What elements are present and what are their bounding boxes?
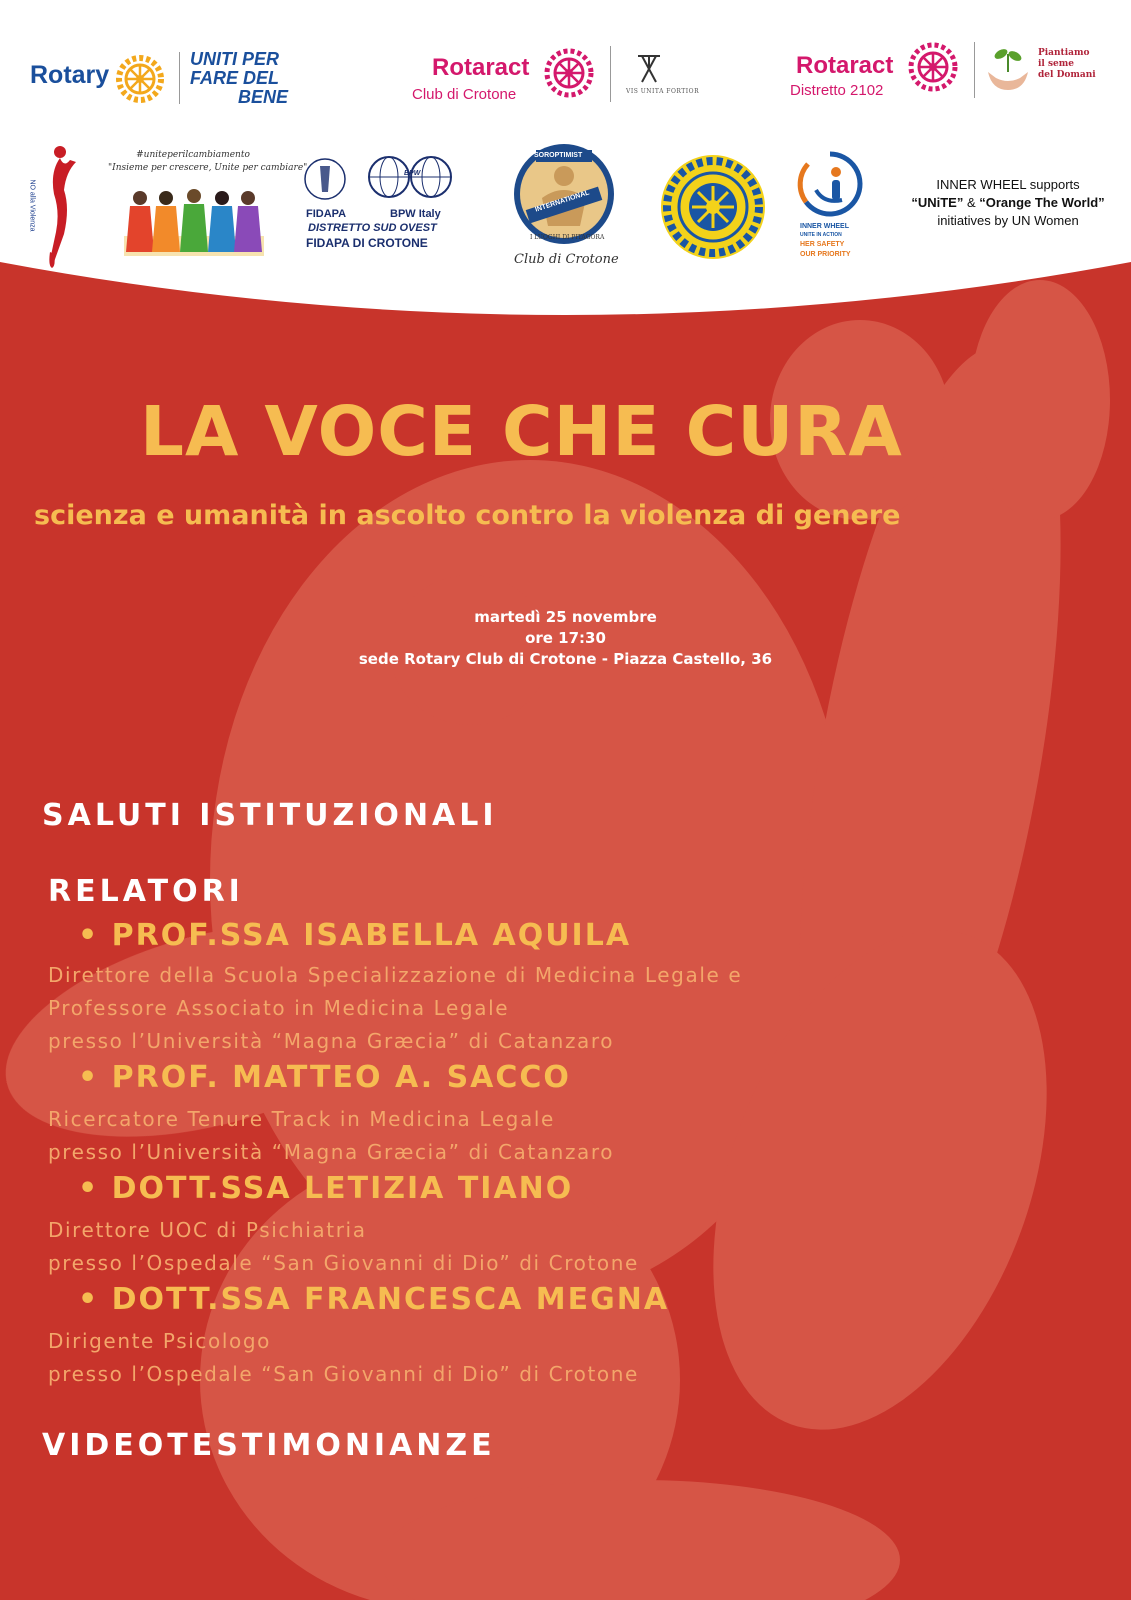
soroptimist-band-text: INTERNATIONAL xyxy=(534,189,591,214)
iw-support-line-3: initiatives by UN Women xyxy=(937,213,1079,228)
speaker-name xyxy=(78,1282,669,1317)
speaker-name-text: PROF. MATTEO A. SACCO xyxy=(111,1060,571,1095)
soroptimist-top-text: SOROPTIMIST xyxy=(534,152,583,159)
rotary-logo xyxy=(30,50,330,110)
rotaract-wordmark: Rotaract xyxy=(796,52,894,79)
speaker-name xyxy=(78,1060,571,1095)
rotary-wordmark: Rotary xyxy=(30,61,110,89)
inner-wheel-support-text xyxy=(892,176,1124,230)
bpw-globe-icon xyxy=(366,154,454,200)
bullet: • xyxy=(78,1060,100,1095)
event-title: LA VOCE CHE CURA xyxy=(140,392,903,472)
speaker-role-line: presso l’Università “Magna Græcia” di Catanzaro xyxy=(48,1140,615,1164)
speaker-name xyxy=(78,1171,573,1206)
fidapa-emblem-icon xyxy=(302,156,348,202)
partner-motto: VIS UNITA FORTIOR xyxy=(626,88,700,95)
event-venue: sede Rotary Club di Crotone - Piazza Castello, 36 xyxy=(358,650,773,668)
rotaract-crotone-logo xyxy=(412,44,702,110)
speaker-name-text: PROF.SSA ISABELLA AQUILA xyxy=(111,918,632,953)
inner-wheel-logo xyxy=(658,152,768,262)
video-heading: VIDEOTESTIMONIANZE xyxy=(42,1428,496,1463)
fidapa-district: DISTRETTO SUD OVEST xyxy=(308,222,437,234)
rotary-motto-line-2: FARE DEL xyxy=(190,68,280,88)
slogan: "Insieme per crescere, Unite per cambiare" xyxy=(108,163,308,173)
speaker-role-line: Professore Associato in Medicina Legale xyxy=(48,996,510,1020)
speaker-role-line: Direttore UOC di Psichiatria xyxy=(48,1218,367,1242)
rotary-motto-line-1: UNITI PER xyxy=(190,49,280,69)
speakers-heading: RELATORI xyxy=(48,874,244,909)
speaker-name-text: DOTT.SSA FRANCESCA MEGNA xyxy=(111,1282,670,1317)
logo-divider xyxy=(974,42,975,98)
bullet: • xyxy=(78,1171,100,1206)
rotaract-wordmark: Rotaract xyxy=(432,54,530,81)
women-group-icon xyxy=(124,186,264,256)
event-time: ore 17:30 xyxy=(525,629,606,647)
rotary-wheel-icon xyxy=(116,55,164,103)
partner-slogan-line-2: il seme xyxy=(1038,59,1075,69)
event-date: martedì 25 novembre xyxy=(474,608,657,626)
inner-wheel-emblem-icon xyxy=(658,152,768,262)
fidapa-label: FIDAPA xyxy=(306,208,347,220)
bullet: • xyxy=(78,1282,100,1317)
iw-action-line-4: OUR PRIORITY xyxy=(800,251,851,258)
partner-slogan-line-3: del Domani xyxy=(1038,70,1096,80)
rotaract-district-name: Distretto 2102 xyxy=(790,82,884,99)
soroptimist-club: Club di Crotone xyxy=(514,252,619,267)
seedling-hands-icon xyxy=(984,42,1032,94)
speaker-role-line: Direttore della Scuola Specializzazione di Medicina Legale e xyxy=(48,963,743,987)
hashtag: #uniteperilcambiamento xyxy=(136,150,250,160)
ampersand: & xyxy=(963,195,980,210)
partner-slogan xyxy=(1038,48,1096,81)
fidapa-logo xyxy=(296,152,466,262)
bpw-italy-label: BPW Italy xyxy=(390,208,441,220)
bullet: • xyxy=(78,918,100,953)
bpw-badge: BPW xyxy=(404,170,421,177)
unite-campaign: “UNiTE” xyxy=(911,195,964,210)
rotaract-distretto-logo xyxy=(790,40,1110,106)
iw-action-line-1: INNER WHEEL xyxy=(800,223,849,230)
compass-emblem-icon xyxy=(634,52,664,86)
rotaract-wheel-icon xyxy=(544,48,594,98)
greetings-heading: SALUTI ISTITUZIONALI xyxy=(42,798,498,833)
logo-divider xyxy=(610,46,611,102)
iw-support-line-2 xyxy=(892,194,1124,212)
partner-slogan-line-1: Piantiamo xyxy=(1038,48,1090,58)
iw-action-line-2: UNITE IN ACTION xyxy=(800,232,842,238)
soroptimist-motto: I LUOGHI DI PITAGORA xyxy=(530,234,605,241)
speaker-role-line: presso l’Ospedale “San Giovanni di Dio” di Crotone xyxy=(48,1362,639,1386)
rotary-motto xyxy=(190,50,288,107)
speaker-name xyxy=(78,918,631,953)
iw-action-line-3: HER SAFETY xyxy=(800,241,845,248)
rotary-motto-line-3: BENE xyxy=(238,87,289,107)
speaker-role-line: Ricercatore Tenure Track in Medicina Legale xyxy=(48,1107,555,1131)
no-violenza-text: NO alla Violenza xyxy=(28,179,36,232)
speaker-name-text: DOTT.SSA LETIZIA TIANO xyxy=(111,1171,574,1206)
speaker-role-line: presso l’Università “Magna Græcia” di Catanzaro xyxy=(48,1029,615,1053)
rotaract-wheel-icon xyxy=(908,42,958,92)
rotaract-club-name: Club di Crotone xyxy=(412,86,517,103)
speaker-role-line: Dirigente Psicologo xyxy=(48,1329,271,1353)
speaker-role-line: presso l’Ospedale “San Giovanni di Dio” di Crotone xyxy=(48,1251,639,1275)
iw-support-line-1: INNER WHEEL supports xyxy=(936,177,1080,192)
her-safety-icon xyxy=(796,150,864,218)
event-subtitle: scienza e umanità in ascolto contro la violenza di genere xyxy=(34,500,901,531)
orange-world-campaign: “Orange The World” xyxy=(979,195,1105,210)
unite-cambiamento-logo xyxy=(108,150,308,262)
no-violenza-logo xyxy=(20,142,80,270)
inner-wheel-action-logo xyxy=(796,150,868,266)
soroptimist-logo xyxy=(508,142,632,274)
fidapa-crotone: FIDAPA DI CROTONE xyxy=(306,236,428,250)
logo-divider xyxy=(179,52,180,104)
